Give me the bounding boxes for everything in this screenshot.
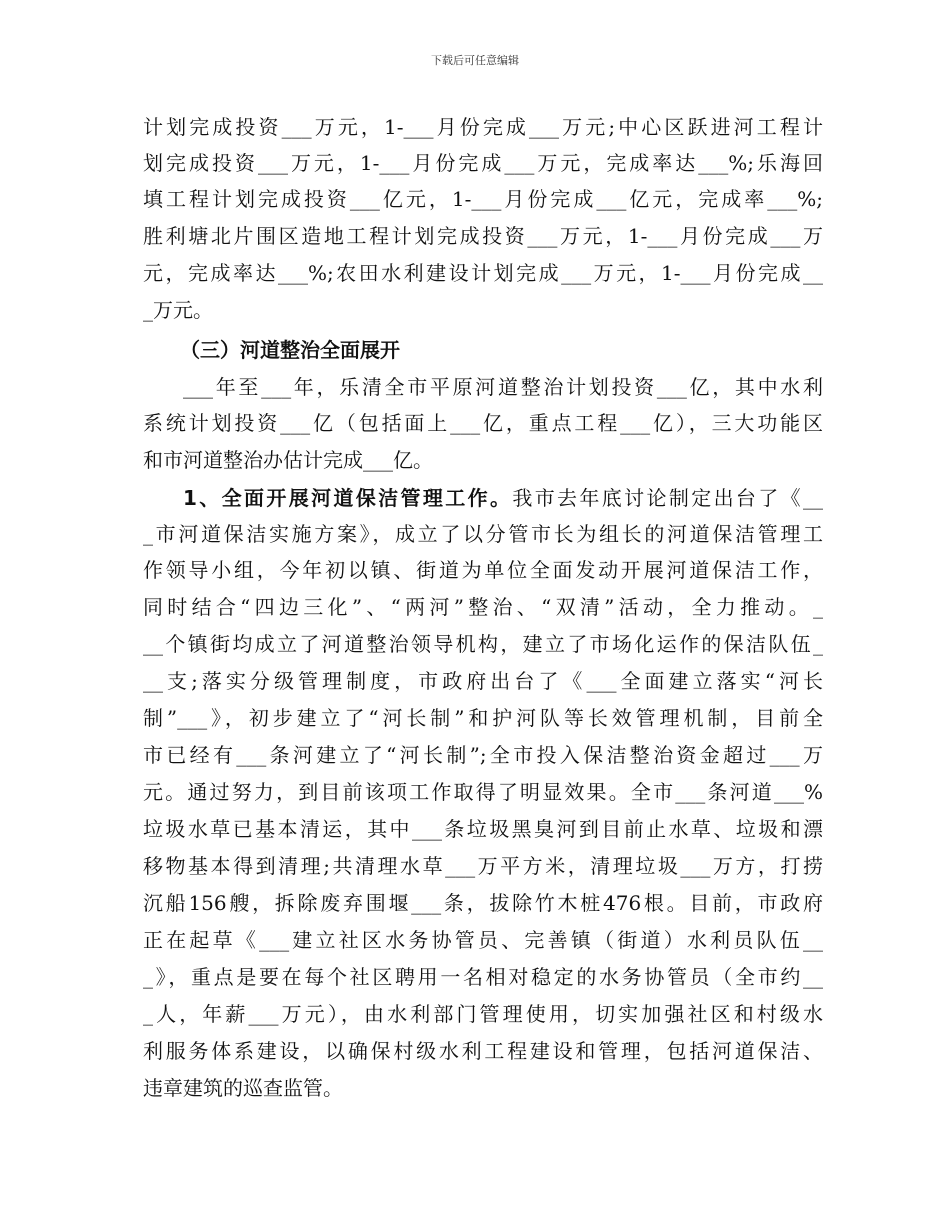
text-line: ___年至___年，乐清全市平原河道整治计划投资___亿，其中水利 xyxy=(183,375,823,399)
text-line: 和市河道整治办估计完成___亿。 xyxy=(143,448,433,472)
text-line: 作领导小组，今年初以镇、街道为单位全面发动开展河道保洁工作， xyxy=(143,558,823,582)
text-line: 元。通过努力，到目前该项工作取得了明显效果。全市___条河道___% xyxy=(143,780,823,804)
paragraph-first-line xyxy=(183,481,823,515)
text-line: __个镇街均成立了河道整治领导机构，建立了市场化运作的保洁队伍_ xyxy=(143,632,823,656)
text-line: 计划完成投资___万元，1-___月份完成___万元;中心区跃进河工程计 xyxy=(143,115,823,139)
text-line: 系统计划投资___亿（包括面上___亿，重点工程___亿），三大功能区 xyxy=(143,411,823,435)
text-line: 制”___》，初步建立了“河长制”和护河队等长效管理机制，目前全 xyxy=(143,706,823,730)
text-line: 划完成投资___万元，1-___月份完成___万元，完成率达___%;乐海回 xyxy=(143,151,823,175)
text-line: _人，年薪___万元），由水利部门管理使用，切实加强社区和村级水 xyxy=(143,1002,823,1026)
text-line: 违章建筑的巡查监管。 xyxy=(143,1076,343,1100)
text-line: 胜利塘北片围区造地工程计划完成投资___万元，1-___月份完成___万 xyxy=(143,224,823,248)
text-line: 正在起草《___建立社区水务协管员、完善镇（街道）水利员队伍__ xyxy=(143,928,823,952)
text-run: 我市去年底讨论制定出台了《__ xyxy=(512,486,824,510)
text-line: _万元。 xyxy=(143,298,213,322)
text-line: 利服务体系建设，以确保村级水利工程建设和管理，包括河道保洁、 xyxy=(143,1039,823,1063)
text-line: 移物基本得到清理;共清理水草___万平方米，清理垃圾___万方，打捞 xyxy=(143,854,823,878)
text-line: 同时结合“四边三化”、“两河”整治、“双清”活动，全力推动。_ xyxy=(143,595,823,619)
text-line: _市河道保洁实施方案》，成立了以分管市长为组长的河道保洁管理工 xyxy=(143,522,823,546)
text-line: __支;落实分级管理制度，市政府出台了《___全面建立落实“河长 xyxy=(143,669,823,693)
text-line: 市已经有___条河建立了“河长制”;全市投入保洁整治资金超过___万 xyxy=(143,743,823,767)
text-line: 沉船156艘，拆除废弃围堰___条，拔除竹木桩476根。目前，市政府 xyxy=(143,891,823,915)
paragraph-heading: 1、全面开展河道保洁管理工作。 xyxy=(183,486,513,510)
text-line: 填工程计划完成投资___亿元，1-___月份完成___亿元，完成率___%; xyxy=(143,187,823,211)
text-line: 元，完成率达___%;农田水利建设计划完成___万元，1-___月份完成__ xyxy=(143,261,823,285)
text-line: 垃圾水草已基本清运，其中___条垃圾黑臭河到目前止水草、垃圾和漂 xyxy=(143,817,823,841)
text-line: _》，重点是要在每个社区聘用一名相对稳定的水务协管员（全市约__ xyxy=(143,965,823,989)
page-header: 下载后可任意编辑 xyxy=(431,54,519,67)
section-heading: （三）河道整治全面展开 xyxy=(180,338,400,362)
